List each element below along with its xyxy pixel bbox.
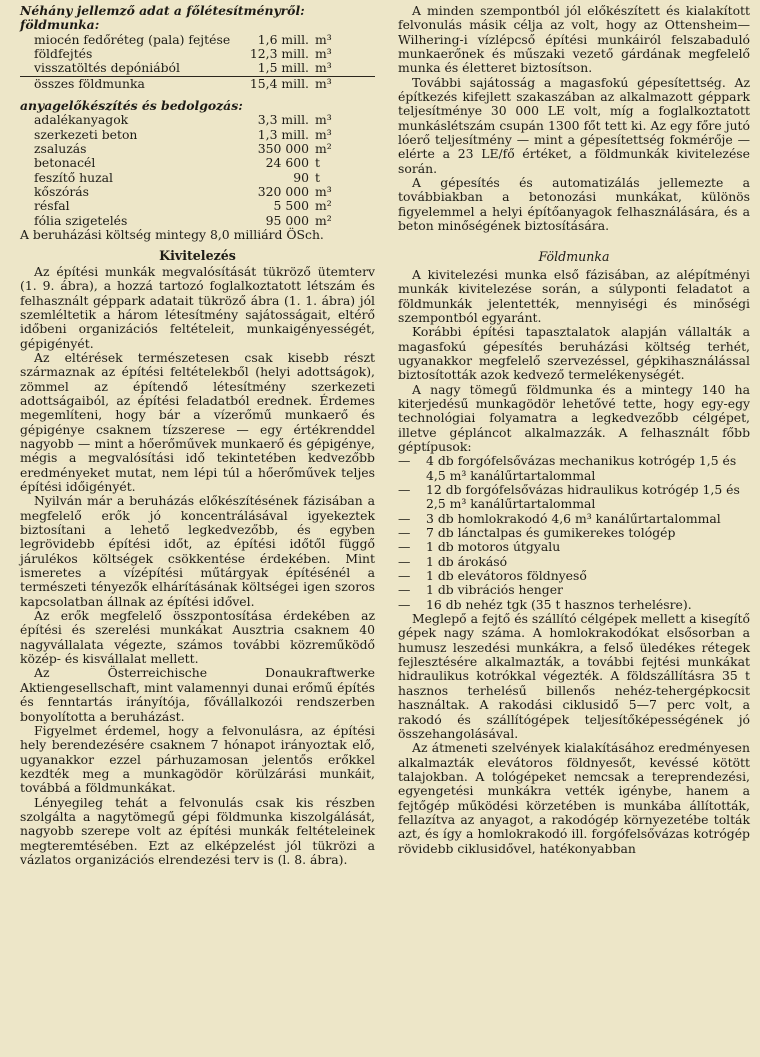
table-row bbox=[20, 171, 375, 185]
table-row bbox=[20, 113, 375, 127]
list-item-text: 1 db motoros útgyalu bbox=[426, 539, 561, 555]
table-row bbox=[20, 142, 375, 156]
data-heading: Néhány jellemző adat a főlétesítményről: bbox=[20, 3, 305, 18]
row-label: résfal bbox=[34, 198, 70, 214]
table-row bbox=[20, 156, 375, 170]
dash-bullet: — bbox=[398, 510, 411, 526]
cost-line: A beruházási költség mintegy 8,0 milliárd ÖSch. bbox=[20, 227, 324, 243]
row-unit: m³ bbox=[315, 126, 332, 142]
left-column bbox=[20, 4, 375, 867]
paragraph: Meglepő a fejtő és szállító célgépek mellett a kisegítő gépek nagy száma. A homlokrakodókat elsősorban a humusz leszedési munkákra, a felső üledékes rétegek fejlesztésére alkalmazták, a további fejtési munkákat hidraulikus kotrókkal végezték. A földszállításra 35 t hasznos terhelésű billenős nehéz-tehergépkocsit használtak. A rakodási ciklusidő 5—7 perc volt, a rakodó és szállítógépek teljesítőképességének jó összehangolásával. bbox=[398, 611, 750, 741]
paragraph: Az építési munkák megvalósítását tükröző ütemterv (1. 9. ábra), a hozzá tartozó foglalkoztatott létszám és felhasznált géppark adatait tükröző ábra (1. 1. ábra) jól szemléltetik a három létesítmény sajátosságait, eltérő időbeni organizációs feltételeit, munkaigényességét, gépigényét. bbox=[20, 263, 375, 351]
row-value: 3,3 mill. bbox=[257, 112, 309, 128]
row-unit: m³ bbox=[315, 31, 332, 47]
list-item-text: 1 db árokásó bbox=[426, 553, 508, 569]
row-label: szerkezeti beton bbox=[34, 126, 138, 142]
table-row bbox=[20, 61, 375, 76]
paragraph: Az átmeneti szelvények kialakításához eredményesen alkalmazták elevátoros földnyesőt, kevéssé kötött talajokban. A tológépeket nemcsak a tereprendezési, egyengetési munkákra vették igénybe, hanem a fejtőgép működési körzetében is munkába állították, fellazítva az anyagot, a rakodógép környezetébe tolták azt, és így a homlokrakodó ill. forgófelsővázas kotrógép rövidebb ciklusidővel, hatékonyabban bbox=[398, 740, 750, 856]
paragraph: Az eltérések természetesen csak kisebb részt származnak az építési feltételekből (helyi adottságok), zömmel az építendő létesítmény szerkezeti adottságaiból, az építési feladatból erednek. Érdemes megemlíteni, hogy bár a vízerőmű munkaerő és gépigénye csaknem tízszerese — egy értékrenddel nagyobb — mint a hőerőművek munkaerő és gépigénye, mégis a megvalósítási idő tekintetében kedvezőbb eredményeket mutat, nem lépi túl a hőerőművek teljes építési időigényét. bbox=[20, 349, 375, 494]
row-unit: m² bbox=[315, 198, 332, 214]
paragraph: A gépesítés és automatizálás jellemezte a továbbiakban a betonozási munkákat, különös figyelemmel a helyi építőanyagok felhasználására, és a beton minőségének biztosítására. bbox=[398, 175, 750, 234]
row-label: fólia szigetelés bbox=[34, 212, 128, 228]
row-value: 15,4 mill. bbox=[249, 75, 309, 91]
row-value: 95 000 bbox=[265, 212, 309, 228]
paragraph: Az erők megfelelő összpontosítása érdekében az építési és szerelési munkákat Ausztria csaknem 40 nagyvállalata végezte, számos további közreműködő közép- és kisvállalat mellett. bbox=[20, 608, 375, 667]
table-row bbox=[20, 33, 375, 47]
row-unit: t bbox=[315, 169, 320, 185]
material-heading: anyagelőkészítés és bedolgozás: bbox=[20, 98, 243, 114]
paragraph: Az Österreichische Donaukraftwerke Aktiengesellschaft, mint valamennyi dunai erőmű építés és fenntartás irányítója, fővállalkozói rendszerben bonyolította a beruházást. bbox=[20, 665, 375, 724]
list-item-text: 16 db nehéz tgk (35 t hasznos terhelésre). bbox=[426, 596, 692, 612]
dash-bullet: — bbox=[398, 553, 411, 569]
paragraph: Korábbi építési tapasztalatok alapján vállalták a magasfokú gépesítés beruházási költség terhét, ugyanakkor megfelelő szervezéssel, gépkihasználással biztosították azok kedvező termelékenységét. bbox=[398, 324, 750, 383]
earthwork-heading: földmunka: bbox=[20, 17, 100, 33]
list-item bbox=[398, 598, 750, 612]
row-unit: m³ bbox=[315, 184, 332, 200]
row-value: 1,3 mill. bbox=[257, 126, 309, 142]
machine-list bbox=[398, 454, 750, 612]
dash-bullet: — bbox=[398, 525, 411, 541]
row-value: 1,5 mill. bbox=[245, 61, 313, 76]
dash-bullet: — bbox=[398, 539, 411, 555]
section-title-kivitelezes: Kivitelezés bbox=[159, 247, 236, 263]
row-label: zsaluzás bbox=[34, 141, 87, 157]
row-unit: m³ bbox=[315, 112, 332, 128]
paragraph: Nyilván már a beruházás előkészítésének fázisában a megfelelő erők jó koncentrálásával igyekeztek biztosítani a lehető legkedvezőbb, és egyben legrövidebb építési időt, az építési időtől függő járulékos költségek csökkentése érdekében. Mint ismeretes a vízépítési műtárgyak építésénél a természeti tényezők elhárításának költségei igen szoros kapcsolatban állnak az építési idővel. bbox=[20, 493, 375, 609]
list-item-text: 4 db forgófelsővázas mechanikus kotrógép 1,5 és 4,5 m³ kanálűrtartalommal bbox=[426, 453, 737, 483]
list-item bbox=[398, 483, 750, 512]
row-label: adalékanyagok bbox=[34, 112, 129, 128]
row-label: földfejtés bbox=[34, 46, 93, 62]
row-label: miocén fedőréteg (pala) fejtése bbox=[34, 31, 231, 47]
earthwork-table bbox=[20, 33, 375, 91]
dash-bullet: — bbox=[398, 596, 411, 612]
dash-bullet: — bbox=[398, 482, 411, 497]
row-label: feszítő huzal bbox=[34, 169, 113, 185]
right-column bbox=[398, 4, 750, 856]
row-unit: m³ bbox=[315, 75, 332, 91]
list-item bbox=[398, 526, 750, 540]
row-label: betonacél bbox=[34, 155, 96, 171]
table-row bbox=[20, 199, 375, 213]
list-item-text: 7 db lánctalpas és gumikerekes tológép bbox=[426, 525, 676, 541]
table-row-total bbox=[20, 76, 375, 91]
material-table bbox=[20, 113, 375, 228]
row-value: 24 600 bbox=[265, 155, 309, 171]
table-row bbox=[20, 214, 375, 228]
row-unit: m³ bbox=[313, 61, 375, 76]
paragraph: A minden szempontból jól előkészített és kialakított felvonulás másik célja az volt, hogy az Ottensheim—Wilhering-i vízlépcső építési munkáiról felszabaduló munkaerőnek és műszaki vezető gárdának megfelelő munka és életteret biztosítson. bbox=[398, 3, 750, 76]
dash-bullet: — bbox=[398, 568, 411, 584]
table-row bbox=[20, 128, 375, 142]
row-label: kőszórás bbox=[34, 184, 89, 200]
row-unit: m² bbox=[315, 212, 332, 228]
table-row bbox=[20, 185, 375, 199]
row-value: 90 bbox=[293, 169, 309, 185]
row-unit: m² bbox=[315, 141, 332, 157]
row-value: 1,6 mill. bbox=[257, 31, 309, 47]
list-item bbox=[398, 569, 750, 583]
row-value: 5 500 bbox=[273, 198, 309, 214]
section-title-foldmunka: Földmunka bbox=[538, 248, 610, 264]
row-unit: t bbox=[315, 155, 320, 171]
table-row bbox=[20, 47, 375, 61]
row-value: 320 000 bbox=[257, 184, 309, 200]
list-item-text: 3 db homlokrakodó 4,6 m³ kanálűrtartalommal bbox=[426, 510, 721, 526]
paragraph: A nagy tömegű földmunka és a mintegy 140 ha kiterjedésű munkagödör lehetővé tette, hogy egy-egy technológiai folyamatra a legkedvezőbb célgépet, illetve gépláncot alkalmazzák. A felhasznált főbb géptípusok: bbox=[398, 381, 750, 454]
paragraph: További sajátosság a magasfokú gépesítettség. Az építkezés kifejlett szakaszában az alkalmazott géppark teljesítménye 30 000 LE volt, míg a foglalkoztatott munkáslétszám csupán 1300 főt tett ki. Az egy főre jutó lóerő teljesítmény — mint a gépesítettség fokmérője — elérte a 23 LE/fő értéket, a földmunkák kivitelezése során. bbox=[398, 74, 750, 176]
row-value: 12,3 mill. bbox=[249, 46, 309, 62]
list-item bbox=[398, 555, 750, 569]
row-label: összes földmunka bbox=[34, 75, 145, 91]
list-item-text: 12 db forgófelsővázas hidraulikus kotrógép 1,5 és 2,5 m³ kanálűrtartalommal bbox=[426, 482, 740, 512]
list-item-text: 1 db vibrációs henger bbox=[426, 582, 563, 598]
list-item bbox=[398, 540, 750, 554]
list-item bbox=[398, 512, 750, 526]
row-label: visszatöltés depóniából bbox=[20, 61, 245, 76]
row-unit: m³ bbox=[315, 46, 332, 62]
list-item bbox=[398, 583, 750, 597]
dash-bullet: — bbox=[398, 582, 411, 598]
paragraph: Lényegileg tehát a felvonulás csak kis részben szolgálta a nagytömegű gépi földmunka kiszolgálását, nagyobb szerepe volt az építési munkák feltételeinek megteremtésében. Ezt az elképzelést jól tükrözi a vázlatos organizációs elrendezési terv is (l. 8. ábra). bbox=[20, 794, 375, 867]
dash-bullet: — bbox=[398, 453, 411, 469]
paragraph: Figyelmet érdemel, hogy a felvonulásra, az építési hely berendezésére csaknem 7 hónapot irányoztak elő, ugyanakkor ezzel párhuzamosan jelentős erőkkel kezdték meg a munkagödör körülzárási munkáit, továbbá a földmunkákat. bbox=[20, 722, 375, 796]
list-item bbox=[398, 454, 750, 483]
row-value: 350 000 bbox=[257, 141, 309, 157]
paragraph: A kivitelezési munka első fázisában, az alépítményi munkák kivitelezése során, a súlyponti feladatot a földmunkák jelentették, mennyiségi és minőségi szempontból egyaránt. bbox=[398, 266, 750, 325]
list-item-text: 1 db elevátoros földnyeső bbox=[426, 568, 587, 584]
